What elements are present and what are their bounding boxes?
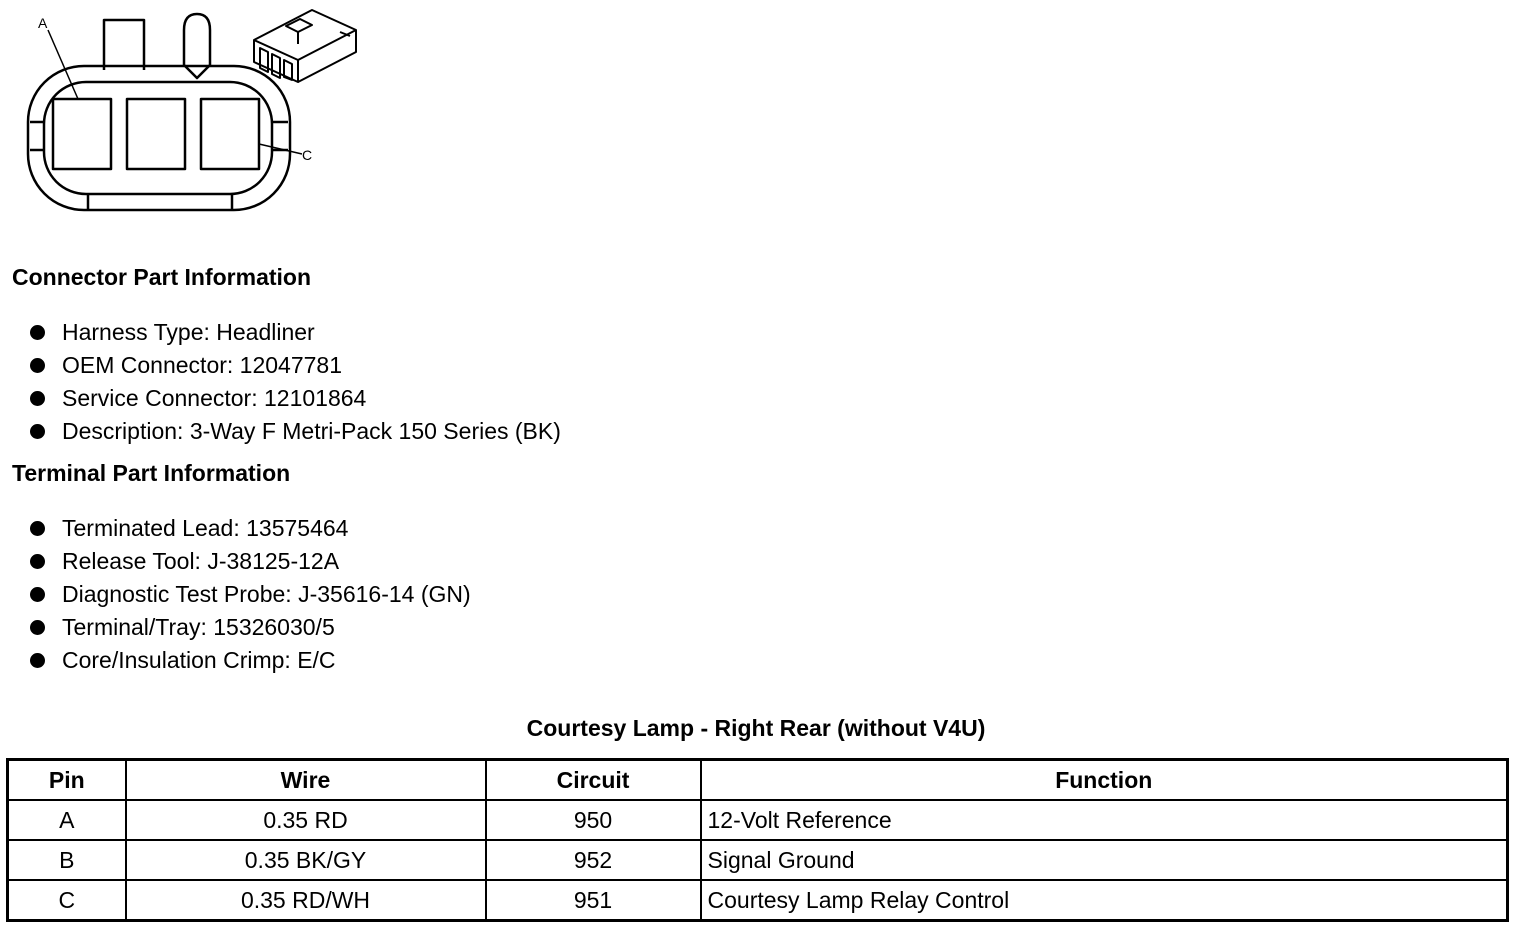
cell-wire: 0.35 BK/GY <box>126 840 486 880</box>
connector-part-list <box>28 316 561 448</box>
cell-pin: B <box>8 840 126 880</box>
label-c: C <box>302 147 313 163</box>
column-header-circuit: Circuit <box>486 760 701 801</box>
terminal-part-list <box>28 512 471 677</box>
list-item: Description: 3-Way F Metri-Pack 150 Series (BK) <box>28 415 561 448</box>
connector-tab-right <box>184 14 210 78</box>
column-header-function: Function <box>701 760 1508 801</box>
table-row <box>8 840 1508 880</box>
cell-function: Signal Ground <box>701 840 1508 880</box>
table-row <box>8 800 1508 840</box>
cavity-c <box>201 99 259 169</box>
cell-circuit: 952 <box>486 840 701 880</box>
bullet-icon <box>30 391 45 406</box>
list-item: Harness Type: Headliner <box>28 316 561 349</box>
cell-function: Courtesy Lamp Relay Control <box>701 880 1508 921</box>
list-item: OEM Connector: 12047781 <box>28 349 561 382</box>
cell-pin: C <box>8 880 126 921</box>
bullet-icon <box>30 521 45 536</box>
list-item: Core/Insulation Crimp: E/C <box>28 644 471 677</box>
terminal-part-heading: Terminal Part Information <box>12 460 291 486</box>
cell-circuit: 951 <box>486 880 701 921</box>
cavity-b <box>127 99 185 169</box>
table-title: Courtesy Lamp - Right Rear (without V4U) <box>526 715 986 741</box>
list-item: Release Tool: J-38125-12A <box>28 545 471 578</box>
cell-function: 12-Volt Reference <box>701 800 1508 840</box>
list-item: Service Connector: 12101864 <box>28 382 561 415</box>
cell-circuit: 950 <box>486 800 701 840</box>
connector-tab-left <box>104 20 144 70</box>
bullet-icon <box>30 620 45 635</box>
list-item: Diagnostic Test Probe: J-35616-14 (GN) <box>28 578 471 611</box>
bullet-icon <box>30 424 45 439</box>
table-header-row <box>8 760 1508 801</box>
cell-wire: 0.35 RD/WH <box>126 880 486 921</box>
table-row <box>8 880 1508 921</box>
list-item: Terminal/Tray: 15326030/5 <box>28 611 471 644</box>
connector-diagram <box>0 0 380 220</box>
column-header-wire: Wire <box>126 760 486 801</box>
bullet-icon <box>30 554 45 569</box>
cell-pin: A <box>8 800 126 840</box>
leader-c <box>259 144 302 154</box>
bullet-icon <box>30 325 45 340</box>
list-item: Terminated Lead: 13575464 <box>28 512 471 545</box>
bullet-icon <box>30 587 45 602</box>
column-header-pin: Pin <box>8 760 126 801</box>
connector-part-heading: Connector Part Information <box>12 264 312 290</box>
label-a: A <box>38 15 48 31</box>
bullet-icon <box>30 653 45 668</box>
cell-wire: 0.35 RD <box>126 800 486 840</box>
bullet-icon <box>30 358 45 373</box>
pin-table <box>6 758 1509 922</box>
cavity-a <box>53 99 111 169</box>
connector-isometric-view <box>254 10 356 82</box>
